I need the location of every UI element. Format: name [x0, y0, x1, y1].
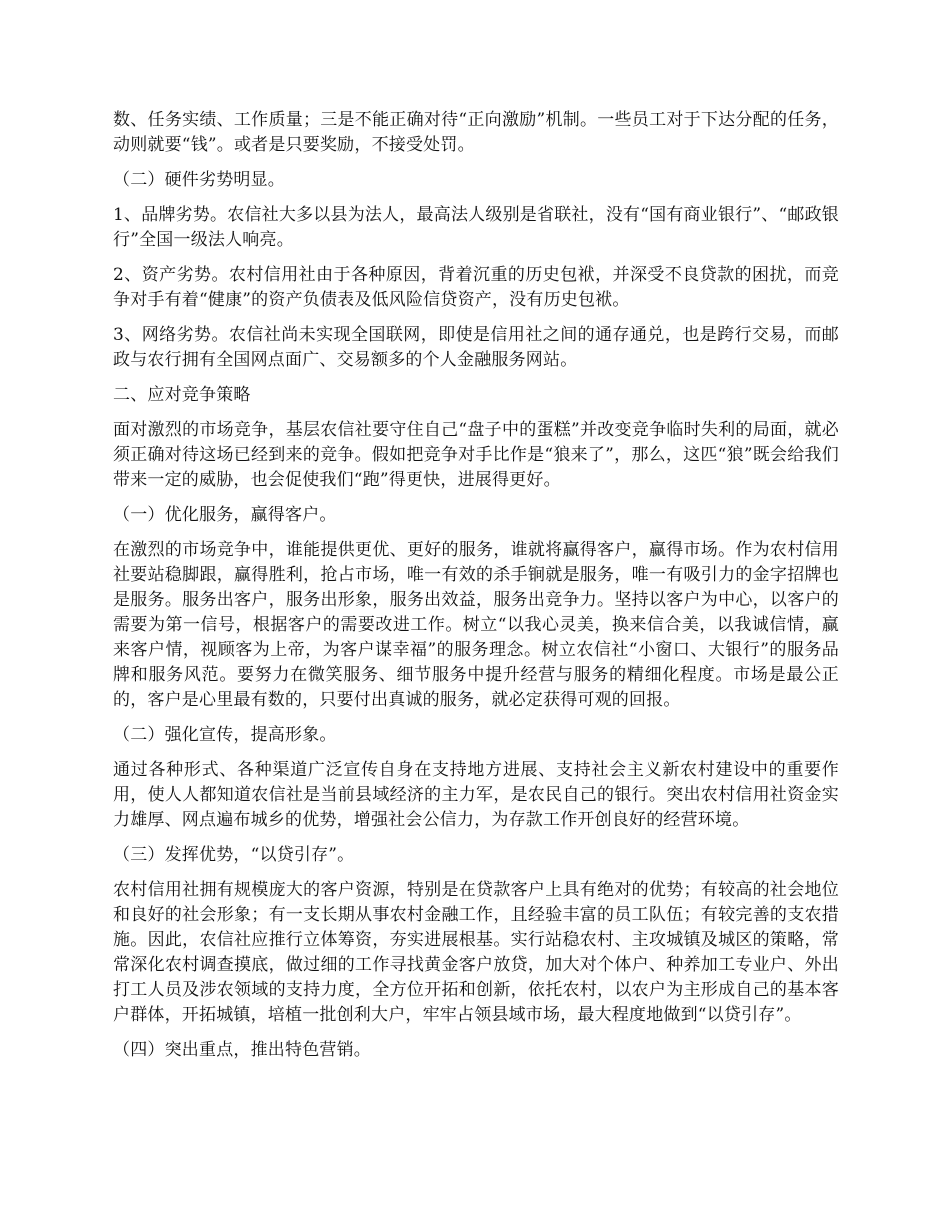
paragraph-asset-weakness: 2、资产劣势。农村信用社由于各种原因，背着沉重的历史包袱，并深受不良贷款的困扰，而竞争对手有着“健康”的资产负债表及低风险信贷资产，没有历史包袱。: [113, 265, 839, 310]
paragraph-network-weakness: 3、网络劣势。农信社尚未实现全国联网，即使是信用社之间的通存通兑，也是跨行交易，而邮政与农行拥有全国网点面广、交易额多的个人金融服务网站。: [113, 325, 839, 370]
subheading-featured-marketing: （四）突出重点，推出特色营销。: [113, 1040, 371, 1060]
section-heading-strategy: 二、应对竞争策略: [113, 385, 251, 405]
subheading-optimize-service: （一）优化服务，赢得客户。: [113, 505, 337, 525]
paragraph-strengthen-publicity: 通过各种形式、各种渠道广泛宣传自身在支持地方进展、支持社会主义新农村建设中的重要作用，使人人都知道农信社是当前县域经济的主力军，是农民自己的银行。突出农村信用社资金实力雄厚、网点遍布城乡的优势，增强社会公信力，为存款工作开创良好的经营环境。: [113, 760, 839, 830]
paragraph-leverage-advantage: 农村信用社拥有规模庞大的客户资源，特别是在贷款客户上具有绝对的优势；有较高的社会地位和良好的社会形象；有一支长期从事农村金融工作，且经验丰富的员工队伍；有较完善的支农措施。因此，农信社应推行立体筹资，夯实进展根基。实行站稳农村、主攻城镇及城区的策略，常常深化农村调查摸底，做过细的工作寻找黄金客户放贷，加大对个体户、种养加工专业户、外出打工人员及涉农领域的支持力度，全方位开拓和创新，依托农村，以农户为主形成自己的基本客户群体，开拓城镇，培植一批创利大户，牢牢占领县域市场，最大程度地做到“以贷引存”。: [113, 880, 839, 1025]
paragraph-brand-weakness: 1、品牌劣势。农信社大多以县为法人，最高法人级别是省联社，没有“国有商业银行”、“邮政银行”全国一级法人响亮。: [113, 205, 839, 250]
subheading-leverage-advantage: （三）发挥优势，“以贷引存”。: [113, 845, 355, 865]
paragraph-strategy-intro: 面对激烈的市场竞争，基层农信社要守住自己“盘子中的蛋糕”并改变竞争临时失利的局面，就必须正确对待这场已经到来的竞争。假如把竞争对手比作是“狼来了”，那么，这匹“狼”既会给我们带来一定的威胁，也会促使我们“跑”得更快，进展得更好。: [113, 420, 839, 490]
document-page: [113, 108, 839, 1073]
paragraph-intro-continuation: 数、任务实绩、工作质量；三是不能正确对待“正向激励”机制。一些员工对于下达分配的任务，动则就要“钱”。或者是只要奖励，不接受处罚。: [113, 110, 839, 155]
section-heading-hardware-weakness: （二）硬件劣势明显。: [113, 170, 285, 190]
paragraph-optimize-service: 在激烈的市场竞争中，谁能提供更优、更好的服务，谁就将赢得客户，赢得市场。作为农村信用社要站稳脚跟，赢得胜利，抢占市场，唯一有效的杀手锏就是服务，唯一有吸引力的金字招牌也是服务。服务出客户，服务出形象，服务出效益，服务出竞争力。坚持以客户为中心，以客户的需要为第一信号，根据客户的需要改进工作。树立“以我心灵美，换来信合美，以我诚信情，赢来客户情，视顾客为上帝，为客户谋幸福”的服务理念。树立农信社“小窗口、大银行”的服务品牌和服务风范。要努力在微笑服务、细节服务中提升经营与服务的精细化程度。市场是最公正的，客户是心里最有数的，只要付出真诚的服务，就必定获得可观的回报。: [113, 540, 839, 710]
subheading-strengthen-publicity: （二）强化宣传，提高形象。: [113, 725, 337, 745]
